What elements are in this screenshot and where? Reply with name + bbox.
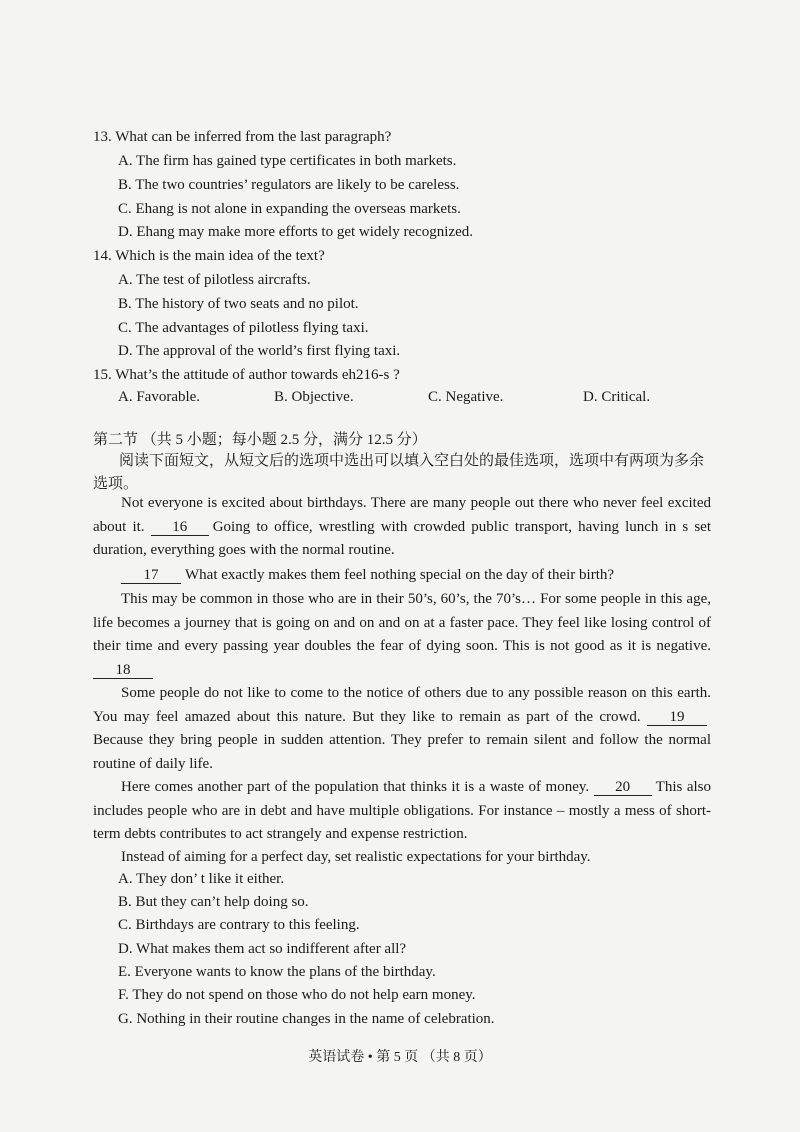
blank-17: 17 (121, 567, 181, 584)
question-13-option-d: D. Ehang may make more efforts to get widely recognized. (118, 224, 474, 240)
paragraph-text: Because they bring people in sudden attention. They prefer to remain silent and follow the normal routine of daily life. (93, 732, 711, 772)
question-14-option-d: D. The approval of the world’s first flying taxi. (118, 343, 401, 359)
passage-paragraph-4 (93, 682, 711, 776)
choice-e: E. Everyone wants to know the plans of the birthday. (118, 964, 436, 980)
question-13-option-c: C. Ehang is not alone in expanding the overseas markets. (118, 201, 461, 217)
passage-paragraph-3 (93, 588, 711, 682)
question-15-option-a: A. Favorable. (118, 389, 201, 405)
question-15-stem: 15. What’s the attitude of author towards eh216-s ? (93, 367, 400, 383)
question-13-option-a: A. The firm has gained type certificates in both markets. (118, 153, 457, 169)
page-footer: 英语试卷 • 第 5 页 （共 8 页） (308, 1050, 492, 1065)
blank-20: 20 (594, 779, 652, 796)
passage-paragraph-1 (93, 492, 711, 563)
passage-paragraph-2 (93, 564, 711, 588)
choice-a: A. They don’ t like it either. (118, 871, 285, 887)
choice-g: G. Nothing in their routine changes in the name of celebration. (118, 1011, 495, 1027)
question-13-option-b: B. The two countries’ regulators are likely to be careless. (118, 177, 460, 193)
question-15-option-c: C. Negative. (428, 389, 504, 405)
section-heading: 第二节 （共 5 小题；每小题 2.5 分，满分 12.5 分） (93, 432, 427, 448)
passage-paragraph-5 (93, 776, 711, 847)
question-14-option-c: C. The advantages of pilotless flying taxi. (118, 320, 369, 336)
choice-d: D. What makes them act so indifferent after all? (118, 941, 407, 957)
blank-18: 18 (93, 662, 153, 679)
paragraph-text: What exactly makes them feel nothing special on the day of their birth? (185, 567, 615, 583)
question-14-stem: 14. Which is the main idea of the text? (93, 248, 325, 264)
paragraph-text: Going to office, wrestling with crowded public transport, having lunch in s set duration, everything goes with the normal routine. (93, 518, 712, 558)
blank-19: 19 (647, 709, 707, 726)
question-15-option-d: D. Critical. (583, 389, 651, 405)
paragraph-text: Some people do not like to come to the notice of others due to any possible reason on this earth. You may feel amazed about this nature. But they like to remain as part of the crowd. (93, 685, 711, 725)
question-13-stem: 13. What can be inferred from the last paragraph? (93, 129, 392, 145)
question-14-option-a: A. The test of pilotless aircrafts. (118, 272, 311, 288)
question-14-option-b: B. The history of two seats and no pilot. (118, 296, 359, 312)
choice-f: F. They do not spend on those who do not help earn money. (118, 987, 476, 1003)
passage-paragraph-6: Instead of aiming for a perfect day, set realistic expectations for your birthday. (121, 849, 591, 865)
paragraph-text: Here comes another part of the population that thinks it is a waste of money. (121, 779, 590, 795)
choice-b: B. But they can’t help doing so. (118, 894, 309, 910)
paragraph-text: This also includes people who are in debt and have multiple obligations. For instance – mostly a mess of short-term debts contributes to act strangely and expense restriction. (93, 779, 711, 842)
paragraph-text: Not everyone is excited about birthdays. There are many people out there who never feel excited about it. (93, 495, 711, 535)
section-instruction: 阅读下面短文，从短文后的选项中选出可以填入空白处的最佳选项，选项中有两项为多余选项。 (93, 453, 705, 492)
question-15-option-b: B. Objective. (274, 389, 354, 405)
paragraph-text: This may be common in those who are in their 50’s, 60’s, the 70’s… For some people in this age, life becomes a journey that is going on and on and on at a faster pace. They feel like losing control of their time and every passing year doubles the fear of dying soon. This is not good as it is negative. (93, 591, 711, 654)
blank-16: 16 (151, 519, 209, 536)
choice-c: C. Birthdays are contrary to this feeling. (118, 917, 360, 933)
